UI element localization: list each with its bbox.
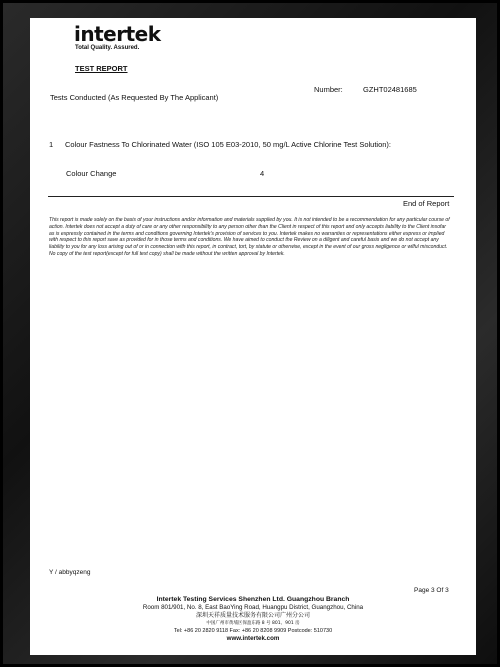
logo-wordmark: intertek: [74, 22, 161, 46]
test-result-value: 4: [260, 169, 265, 178]
tests-heading: Tests Conducted (As Requested By The Applicant): [50, 93, 219, 102]
logo-tagline: Total Quality. Assured.: [75, 45, 140, 51]
end-of-report-label: End of Report: [403, 199, 450, 208]
footer-address-cn: 中国广州市黄埔区保盈东路 8 号 801、901 房: [206, 621, 300, 626]
test-result-label: Colour Change: [66, 169, 117, 178]
test-item-description: Colour Fastness To Chlorinated Water (ISO 105 E03-2010, 50 mg/L Active Chlorine Test Solution):: [65, 140, 392, 149]
report-title: TEST REPORT: [75, 64, 128, 73]
disclaimer-text: This report is made solely on the basis of your instructions and/or information and materials supplied by you. It is not intended to be a recommendation for any particular course of action. Intertek does not accept a duty of care or any other responsibility to any person other than the Client in respect of this report and only accepts liability to the Client insofar as is expressly contained in the terms and conditions governing Intertek's provision of services to you. Intertek makes no warranties or representations either express or implied with respect to this report save as provided for in those terms and conditions. We have aimed to conduct the Review on a diligent and careful basis and we do not accept any liability to you for any loss arising out of or in connection with this report, in contract, tort, by statute or otherwise, except in the event of our gross negligence or wilful misconduct. No copy of the test report(except for full text copy) shall be made without the written approval by Intertek.: [49, 217, 450, 257]
page-number: Page 3 Of 3: [414, 587, 449, 594]
section-divider: [48, 196, 454, 197]
report-page: [30, 18, 476, 655]
signatory-initials: Y / abbyqzeng: [49, 569, 91, 576]
intertek-logo: [74, 23, 161, 52]
footer-company-cn: 深圳天祥质量技术服务有限公司广州分公司: [195, 612, 310, 619]
footer-address: Room 801/901, No. 8, East BaoYing Road, Huangpu District, Guangzhou, China: [142, 604, 364, 611]
page-footer: [30, 595, 476, 643]
report-number-label: Number:: [314, 85, 343, 94]
footer-contacts: Tel: +86 20 2820 9118 Fax: +86 20 8208 9909 Postcode: 510730: [173, 628, 333, 634]
footer-company: Intertek Testing Services Shenzhen Ltd. Guangzhou Branch: [156, 596, 350, 603]
footer-website: www.intertek.com: [226, 635, 280, 642]
test-item-index: 1: [49, 140, 54, 149]
report-number-value: GZHT02481685: [363, 85, 417, 94]
